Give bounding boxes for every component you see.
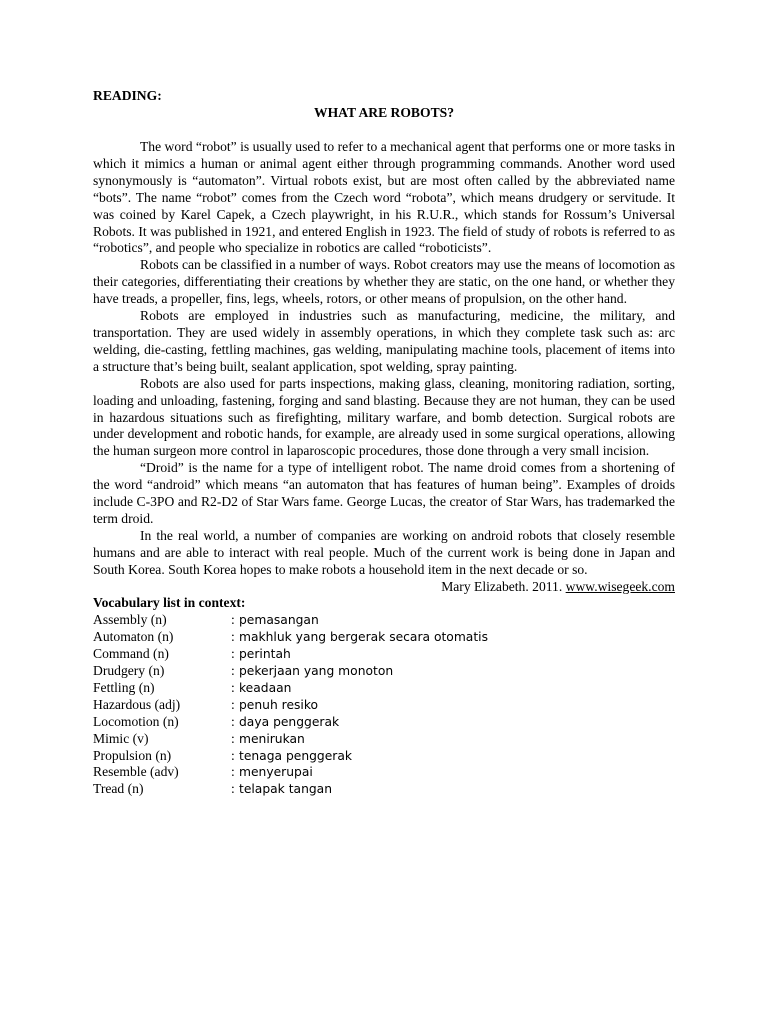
vocabulary-separator: : [231,663,235,679]
paragraph: The word “robot” is usually used to refer to a mechanical agent that performs one or more tasks in which it mimics a human or animal agent either through programming commands. Another word used synonymously is “automaton”. Virtual robots exist, but are most often called by the abbreviated name “bots”. The name “robot” comes from the Czech word “robota”, which means drudgery or servitude. It was coined by Karel Capek, a Czech playwright, in his R.U.R., which stands for Rossum’s Universal Robots. It was published in 1921, and entered English in 1923. The field of study of robots is referred to as “robotics”, and people who specialize in robotics are called “roboticists”. [93,139,675,256]
vocabulary-term: Resemble (adv) [93,764,179,780]
vocabulary-item [93,680,675,697]
vocabulary-item [93,748,675,765]
vocabulary-term: Tread (n) [93,781,144,797]
vocabulary-meaning: pekerjaan yang monoton [239,664,394,679]
vocabulary-term: Assembly (n) [93,612,167,628]
vocabulary-separator: : [231,730,235,746]
vocabulary-term: Drudgery (n) [93,663,165,679]
citation [93,579,675,596]
vocabulary-item [93,612,675,629]
paragraph: Robots can be classified in a number of ways. Robot creators may use the means of locomotion as their categories, differentiating their creations by whether they are static, on the one hand, or whether they have treads, a propeller, fins, legs, wheels, rotors, or other means of propulsion, on the other hand. [93,257,675,307]
vocabulary-separator: : [231,629,235,645]
vocabulary-term: Propulsion (n) [93,747,172,763]
vocabulary-separator: : [231,646,235,662]
spacer [93,122,675,139]
vocabulary-meaning: makhluk yang bergerak secara otomatis [239,630,488,645]
vocabulary-meaning: penuh resiko [239,697,319,712]
vocabulary-item [93,663,675,680]
vocabulary-heading: Vocabulary list in context: [93,595,246,611]
paragraph: Robots are employed in industries such as manufacturing, medicine, the military, and transportation. They are used widely in assembly operations, in which they complete task such as: arc welding, die-casting, fettling machines, gas welding, manipulating machine tools, placement of items into a structure that’s being built, sealant application, spot welding, spray painting. [93,308,675,374]
vocabulary-item [93,781,675,798]
vocabulary-item [93,629,675,646]
paragraph: Robots are also used for parts inspections, making glass, cleaning, monitoring radiation, sorting, loading and unloading, fastening, forging and sand blasting. Because they are not human, they can be used in hazardous situations such as firefighting, military warfare, and bomb detection. Surgical robots are under development and robotic hands, for example, are already used in some surgical operations, allowing the human surgeon more control in laparoscopic procedures, those done through a very small incision. [93,375,675,459]
vocabulary-meaning: perintah [239,647,291,662]
vocabulary-term: Command (n) [93,646,169,662]
section-label: READING: [93,88,162,103]
paragraph: “Droid” is the name for a type of intelligent robot. The name droid comes from a shortening of the word “android” which means “an automaton that has features of human being”. Examples of droids include C-3PO and R2-D2 of Star Wars fame. George Lucas, the creator of Star Wars, has trademarked the term droid. [93,460,675,526]
vocabulary-separator: : [231,764,235,780]
vocabulary-meaning: daya penggerak [239,714,340,729]
vocabulary-item [93,764,675,781]
paragraph: In the real world, a number of companies are working on android robots that closely resemble humans and are able to interact with real people. Much of the current work is being done in Japan and South Korea. South Korea hopes to make robots a household item in the next decade or so. [93,527,675,577]
document-page [93,88,675,798]
vocabulary-item [93,731,675,748]
vocabulary-separator: : [231,679,235,695]
document-title: WHAT ARE ROBOTS? [314,105,454,120]
vocabulary-meaning: menyerupai [239,765,313,780]
citation-text: Mary Elizabeth. 2011. [441,578,566,594]
vocabulary-meaning: tenaga penggerak [239,748,353,763]
vocabulary-separator: : [231,612,235,628]
vocabulary-meaning: menirukan [239,731,305,746]
vocabulary-term: Hazardous (adj) [93,696,181,712]
vocabulary-separator: : [231,713,235,729]
vocabulary-term: Automaton (n) [93,629,174,645]
vocabulary-separator: : [231,781,235,797]
vocabulary-meaning: pemasangan [239,613,319,628]
citation-link[interactable]: www.wisegeek.com [565,578,675,594]
vocabulary-term: Mimic (v) [93,730,149,746]
vocabulary-term: Locomotion (n) [93,713,179,729]
vocabulary-separator: : [231,747,235,763]
vocabulary-item [93,646,675,663]
vocabulary-meaning: keadaan [239,680,292,695]
vocabulary-separator: : [231,696,235,712]
vocabulary-meaning: telapak tangan [239,782,332,797]
vocabulary-list [93,612,675,798]
vocabulary-item [93,714,675,731]
vocabulary-item [93,697,675,714]
vocabulary-term: Fettling (n) [93,679,155,695]
